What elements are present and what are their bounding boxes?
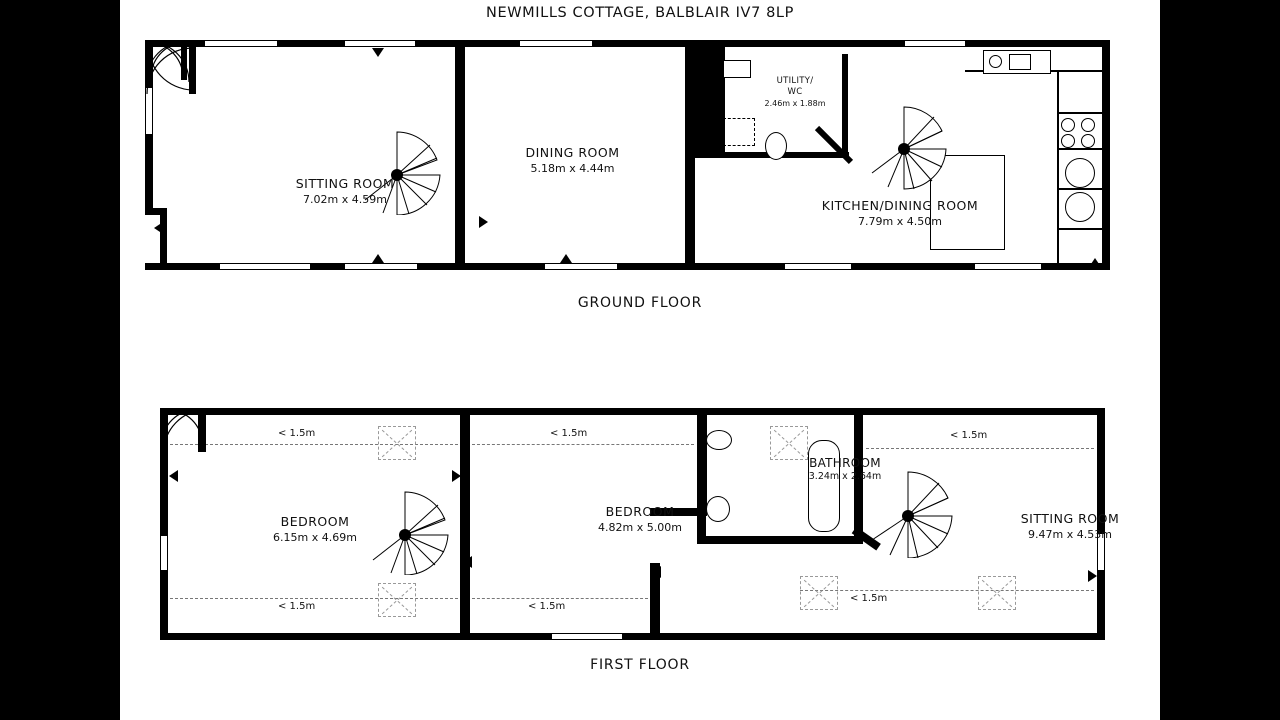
utility-appliance-space bbox=[723, 118, 755, 146]
room-name: BEDROOM bbox=[280, 514, 350, 529]
window-bottom-sitting bbox=[220, 263, 310, 270]
room-name: SITTING ROOM bbox=[295, 176, 395, 191]
room-label-kitchen-dining-room bbox=[755, 198, 1045, 230]
rooflight-box-2 bbox=[378, 583, 416, 617]
restriction-label-1: < 1.5m bbox=[278, 428, 316, 439]
room-name: BATHROOM bbox=[809, 456, 881, 470]
room-dims: 4.82m x 5.00m bbox=[598, 520, 682, 534]
room-dims: 7.79m x 4.50m bbox=[858, 214, 942, 228]
rooflight-box-1 bbox=[378, 426, 416, 460]
arrow-bottom-1 bbox=[372, 254, 384, 263]
kitchen-unit-divider-1 bbox=[1057, 112, 1102, 114]
window-top-kitchen bbox=[905, 40, 965, 47]
window-bottom-sitting-2 bbox=[345, 263, 417, 270]
window-top-sitting bbox=[205, 40, 277, 47]
head-height-line-top-2 bbox=[472, 444, 694, 445]
partition-kitchen-divider bbox=[685, 215, 695, 270]
partition-sitting-dining bbox=[455, 40, 465, 270]
washbasin bbox=[706, 430, 732, 450]
appliance-dryer bbox=[1065, 192, 1095, 222]
wall-top bbox=[160, 408, 1105, 415]
room-name-line2: WC bbox=[787, 87, 803, 98]
rooflight-box-4 bbox=[800, 576, 838, 610]
head-height-line-bottom-3 bbox=[800, 590, 1094, 591]
hob-burner-4 bbox=[1061, 134, 1075, 148]
arrow-left-1 bbox=[154, 222, 163, 234]
room-dims: 7.02m x 4.59m bbox=[303, 192, 387, 206]
window-bottom-dining bbox=[545, 263, 617, 270]
hob-burner-3 bbox=[1081, 118, 1095, 132]
window-top-dining bbox=[520, 40, 592, 47]
head-height-line-bottom-2 bbox=[472, 598, 648, 599]
arrow-top-1 bbox=[372, 48, 384, 57]
arrow-landing-right bbox=[652, 566, 661, 578]
room-label-bedroom-1 bbox=[210, 514, 420, 546]
wall-right bbox=[1102, 40, 1110, 270]
ground-floor-caption: GROUND FLOOR bbox=[577, 295, 703, 311]
floorplan-sheet bbox=[120, 0, 1160, 720]
partition-bed2-bath bbox=[697, 408, 707, 513]
arrow-bottom-2 bbox=[560, 254, 572, 263]
room-name-line1: UTILITY/ bbox=[776, 76, 814, 86]
room-label-bedroom-2 bbox=[540, 504, 740, 536]
page-title: NEWMILLS COTTAGE, BALBLAIR IV7 8LP bbox=[486, 5, 794, 21]
head-height-line-top-3 bbox=[866, 448, 1094, 449]
first-floor-caption: FIRST FLOOR bbox=[590, 657, 690, 673]
arrow-right-kitchen bbox=[1089, 258, 1101, 267]
first-floor-plan bbox=[160, 408, 1120, 640]
arrow-right-sitting bbox=[1088, 570, 1097, 582]
restriction-label-6: < 1.5m bbox=[850, 593, 888, 604]
bathtub bbox=[808, 440, 840, 532]
arrow-left-bedroom1 bbox=[169, 470, 178, 482]
window-bottom-kitchen bbox=[785, 263, 851, 270]
wc-pan bbox=[765, 132, 787, 160]
hob-burner-1 bbox=[989, 55, 1002, 68]
room-label-sitting-room-first bbox=[970, 511, 1170, 543]
room-dims: 2.46m x 1.88m bbox=[764, 98, 826, 108]
restriction-label-2: < 1.5m bbox=[278, 601, 316, 612]
wall-top bbox=[145, 40, 1110, 47]
room-name: DINING ROOM bbox=[525, 145, 620, 160]
room-label-utility-wc bbox=[735, 76, 855, 110]
room-dims: 5.18m x 4.44m bbox=[530, 161, 615, 175]
room-dims: 3.24m x 2.64m bbox=[808, 471, 882, 483]
room-label-sitting-room bbox=[240, 176, 450, 208]
room-label-bathroom bbox=[760, 455, 930, 484]
room-dims: 6.15m x 4.69m bbox=[273, 530, 357, 544]
wall-left-bottom bbox=[160, 208, 167, 270]
spiral-staircase-kitchen bbox=[860, 105, 948, 190]
room-name: BEDROOM bbox=[605, 504, 675, 519]
restriction-label-5: < 1.5m bbox=[950, 430, 988, 441]
rooflight-box-5 bbox=[978, 576, 1016, 610]
arrow-landing bbox=[463, 556, 472, 568]
kitchen-unit-divider-3 bbox=[1057, 188, 1102, 190]
window-bottom-bedroom2 bbox=[552, 633, 622, 640]
restriction-label-4: < 1.5m bbox=[528, 601, 566, 612]
room-label-dining-room bbox=[465, 145, 680, 177]
window-top-sitting-2 bbox=[345, 40, 415, 47]
arrow-partition-bedroom bbox=[452, 470, 461, 482]
kitchen-unit-divider-2 bbox=[1057, 148, 1102, 150]
window-bottom-kitchen-2 bbox=[975, 263, 1041, 270]
appliance-washer bbox=[1065, 158, 1095, 188]
window-left-bedroom1 bbox=[160, 536, 168, 570]
restriction-label-3: < 1.5m bbox=[550, 428, 588, 439]
arrow-door-dining bbox=[479, 216, 488, 228]
kitchen-worktop-vertical bbox=[1057, 70, 1059, 263]
hob-burner-5 bbox=[1081, 134, 1095, 148]
partition-bath-bottom bbox=[700, 536, 863, 544]
room-name: SITTING ROOM bbox=[1020, 511, 1120, 526]
kitchen-unit-divider-4 bbox=[1057, 228, 1102, 230]
partition-bed1-bed2 bbox=[460, 408, 470, 640]
room-name: KITCHEN/DINING ROOM bbox=[821, 198, 979, 213]
hob-plate bbox=[1009, 54, 1031, 70]
ground-floor-plan bbox=[145, 40, 1110, 270]
room-dims: 9.47m x 4.53m bbox=[1028, 527, 1112, 541]
hob-burner-2 bbox=[1061, 118, 1075, 132]
wall-bottom bbox=[160, 633, 1105, 640]
